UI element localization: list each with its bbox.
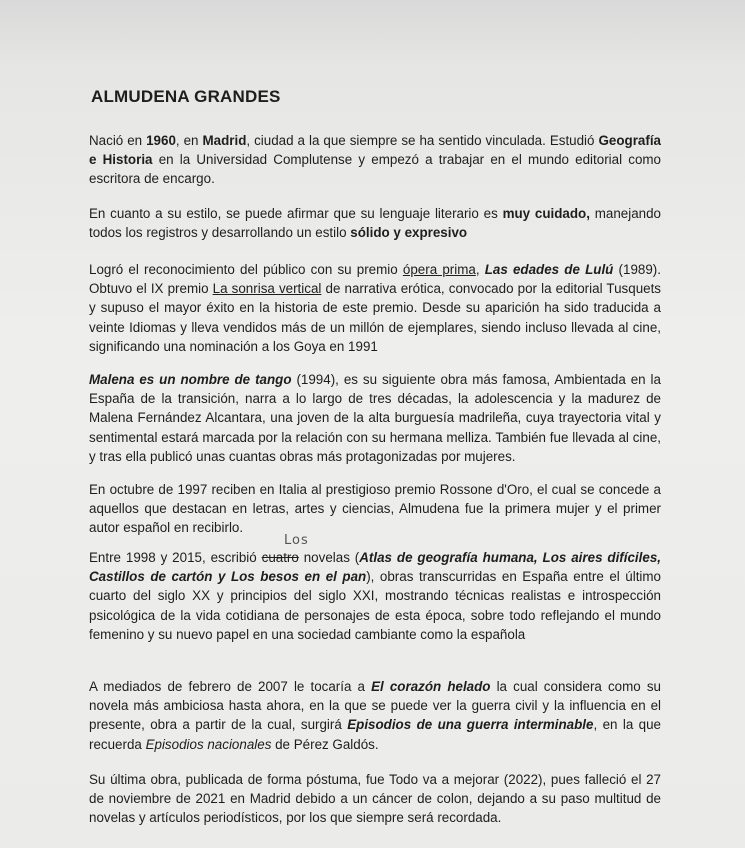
paragraph-malena	[89, 370, 661, 466]
bold-studies: Geografía e Historia	[89, 133, 661, 168]
text: la cual considera como su novela más ambiciosa hasta ahora, en la que se puede ver la guerra civil y la influencia en el presente, obra a partir de la cual, surgirá	[89, 679, 661, 733]
text: Entre 1998 y 2015, escribió	[89, 550, 262, 565]
text: novelas (	[298, 550, 360, 565]
paragraph-corazon	[89, 677, 661, 754]
text: En cuanto a su estilo, se puede afirmar que su lenguaje literario es	[89, 206, 503, 221]
text: manejando todos los registros y desarrollando un estilo	[89, 206, 661, 241]
document-title: ALMUDENA GRANDES	[91, 87, 281, 106]
paragraph-birth	[89, 131, 661, 189]
text: Nació en	[89, 133, 147, 148]
paragraph-award	[89, 480, 661, 538]
text: en la Universidad Complutense y empezó a trabajar en el mundo editorial como escritora de encargo.	[89, 152, 661, 187]
handwritten-annotation: Los	[284, 533, 309, 548]
text: A mediados de febrero de 2007 le tocaría a	[89, 679, 372, 694]
text: ,	[475, 262, 485, 277]
book-title: El corazón helado	[371, 679, 491, 694]
paragraph-last-work	[89, 770, 661, 828]
paragraph-recognition	[89, 260, 661, 356]
book-title: Malena es un nombre de tango	[89, 372, 292, 387]
bold-city: Madrid	[202, 133, 247, 148]
text: (1989). Obtuvo el IX premio	[89, 262, 661, 297]
text: , en la que recuerda	[89, 717, 662, 752]
bold-phrase: muy cuidado,	[502, 206, 590, 221]
underlined-term: ópera prima	[402, 262, 476, 277]
struck-word: cuatro	[261, 550, 299, 565]
text: ), obras transcurridas en España entre el último cuarto del siglo XX y principios del siglo XXI, mostrando técnicas realistas e introspección psicológica de la vida cotidiana de personajes de esta época, sobre todo reflejando el mundo femenino y su nuevo papel en una sociedad cambiante como la española	[89, 569, 661, 642]
book-titles: Atlas de geografía humana, Los aires difíciles, Castillos de cartón y Los besos en el pan	[89, 550, 661, 585]
paragraph-style	[89, 204, 661, 242]
bold-phrase: sólido y expresivo	[350, 225, 468, 241]
text: de Pérez Galdós.	[271, 736, 379, 752]
bold-year: 1960	[146, 133, 176, 148]
text: Logró el reconocimiento del público con su premio	[89, 262, 403, 277]
book-title: Las edades de Lulú	[484, 262, 614, 277]
text: , en	[175, 133, 203, 148]
text: , ciudad a la que siempre se ha sentido vinculada. Estudió	[246, 133, 599, 148]
book-title: Episodios de una guerra interminable	[347, 717, 594, 733]
text: de narrativa erótica, convocado por la editorial Tusquets y supuso el mayor éxito en la historia de este premio. Desde su aparición ha sido traducida a veinte Idiomas y lleva vendidos más de un millón de ejemplares, siendo incluso llevada al cine, significando una nominación a los Goya en 1991	[89, 281, 661, 354]
text: En octubre de 1997 reciben en Italia al prestigioso premio Rossone d'Oro, el cual se concede a aquellos que destacan en letras, artes y ciencias, Almudena fue la primera mujer y el primer autor español en recibirlo.	[89, 482, 661, 536]
text: Su última obra, publicada de forma póstuma, fue Todo va a mejorar (2022), pues falleció el 27 de noviembre de 2021 en Madrid debido a un cáncer de colon, dejando a su paso multitud de novelas y artículos periodísticos, por los que siempre será recordada.	[89, 772, 661, 826]
text: (1994), es su siguiente obra más famosa, Ambientada en la España de la transición, narra a lo largo de tres décadas, la adolescencia y la madurez de Malena Fernández Alcantara, una joven de la alta burguesía madrileña, cuya trayectoria vital y sentimental estará marcada por la relación con su hermana melliza. También fue llevada al cine, y tras ella publicó unas cuantas obras más protagonizadas por mujeres.	[89, 372, 661, 464]
book-title: Episodios nacionales	[145, 736, 272, 752]
paragraph-novels	[89, 548, 661, 644]
underlined-term: La sonrisa vertical	[212, 281, 322, 297]
